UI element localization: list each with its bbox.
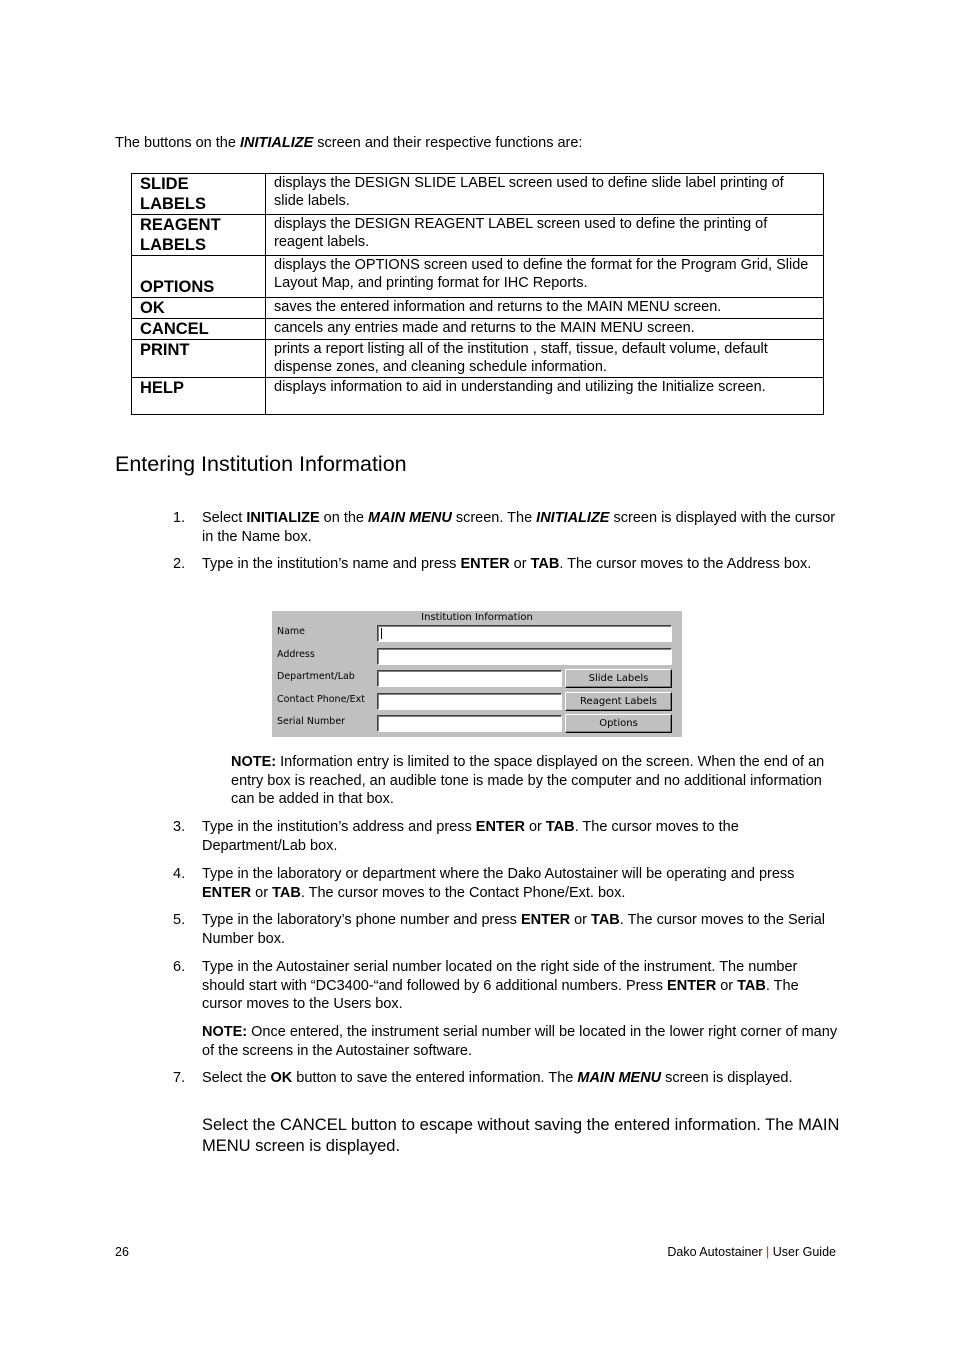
table-row [132,215,824,256]
table-row [132,174,824,215]
step-text: Type in the institution’s address and press ENTER or TAB. The cursor moves to the Department/Lab box. [202,819,739,854]
step-number: 3. [173,819,186,835]
step-text: Type in the institution’s name and press ENTER or TAB. The cursor moves to the Address box. [202,556,812,572]
button-description-cell: displays the OPTIONS screen used to define the format for the Program Grid, Slide Layout Map, and printing format for IHC Reports. [266,256,824,298]
step-text: Select the OK button to save the entered information. The MAIN MENU screen is displayed. [202,1070,793,1086]
name-field[interactable] [377,625,672,642]
note-entry-limit: NOTE: Information entry is limited to the space displayed on the screen. When the end of an entry box is reached, an audible tone is made by the computer and no additional information can be added in that box. [231,754,825,807]
serial-number-field[interactable] [377,715,562,732]
step-number: 5. [173,912,186,928]
step-text: Select INITIALIZE on the MAIN MENU screen. The INITIALIZE screen is displayed with the cursor in the Name box. [202,510,836,545]
table-row [132,340,824,378]
button-description-cell: displays information to aid in understanding and utilizing the Initialize screen. [266,378,824,415]
button-description-cell: saves the entered information and returns to the MAIN MENU screen. [266,298,824,319]
address-label: Address [277,649,315,660]
button-name-cell: SLIDE LABELS [132,174,266,215]
institution-information-dialog [272,611,682,737]
step-number: 2. [173,556,186,572]
options-button[interactable]: Options [565,714,672,733]
cancel-paragraph: Select the CANCEL button to escape without saving the entered information. The MAIN MENU screen is displayed. [202,1116,840,1155]
department-field[interactable] [377,670,562,687]
button-name-cell: CANCEL [132,319,266,340]
table-row [132,378,824,415]
step-number: 6. [173,959,186,975]
footer-title: Dako Autostainer | User Guide [667,1245,836,1259]
page-number: 26 [115,1245,129,1259]
table-row [132,298,824,319]
dialog-title: Institution Information [421,612,533,623]
table-row [132,256,824,298]
intro-screen-name: INITIALIZE [239,135,314,151]
button-description-cell: prints a report listing all of the institution , staff, tissue, default volume, default dispense zones, and cleaning schedule information. [266,340,824,378]
intro-sentence [115,135,582,151]
button-description-cell: cancels any entries made and returns to the MAIN MENU screen. [266,319,824,340]
table-row [132,319,824,340]
button-description-cell: displays the DESIGN SLIDE LABEL screen used to define slide label printing of slide labels. [266,174,824,215]
footer-separator: | [766,1245,770,1259]
step-number: 1. [173,510,186,526]
step-number: 7. [173,1070,186,1086]
address-field[interactable] [377,648,672,665]
name-label: Name [277,626,306,637]
button-name-cell: REAGENT LABELS [132,215,266,256]
intro-text: The buttons on the [115,135,240,151]
contact-phone-field[interactable] [377,693,562,710]
slide-labels-button[interactable]: Slide Labels [565,669,672,688]
intro-text-end: screen and their respective functions are: [313,135,583,151]
contact-label: Contact Phone/Ext [277,694,365,705]
reagent-labels-button[interactable]: Reagent Labels [565,692,672,711]
department-label: Department/Lab [277,671,355,682]
button-name-cell: HELP [132,378,266,415]
text-cursor [381,628,382,639]
button-description-cell: displays the DESIGN REAGENT LABEL screen used to define the printing of reagent labels. [266,215,824,256]
step-number: 4. [173,866,186,882]
step-text: Type in the laboratory or department where the Dako Autostainer will be operating and press ENTER or TAB. The cursor moves to the Contact Phone/Ext. box. [202,866,795,901]
serial-label: Serial Number [277,716,346,727]
step-text: Type in the laboratory’s phone number and press ENTER or TAB. The cursor moves to the Serial Number box. [202,912,826,947]
step-text: Type in the Autostainer serial number located on the right side of the instrument. The number should start with “DC3400-“and followed by 6 additional numbers. Press ENTER or TAB. The cursor moves to the Users box. [202,959,799,1012]
section-heading: Entering Institution Information [115,452,407,476]
button-name-cell: OK [132,298,266,319]
button-name-cell: OPTIONS [132,256,266,298]
button-name-cell: PRINT [132,340,266,378]
note-serial-number: NOTE: Once entered, the instrument serial number will be located in the lower right corner of many of the screens in the Autostainer software. [202,1024,838,1059]
button-function-table [131,173,824,415]
